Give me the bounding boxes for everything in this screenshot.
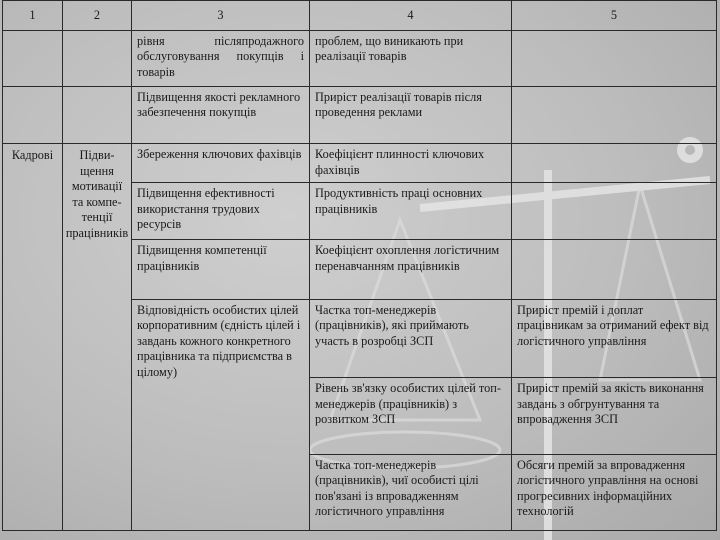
table-row (3, 86, 717, 144)
header-cell: 1 (3, 1, 63, 31)
goal-cell: Підвищення ефективності використання трудових ресурсів (132, 183, 310, 240)
empty-cell (63, 30, 132, 86)
goal-cell: рівня післяпродажного обслуговування покупців і товарів (132, 30, 310, 86)
area-cell: Кадрові (3, 144, 63, 531)
table-row (3, 144, 717, 183)
header-cell: 3 (132, 1, 310, 31)
indicator-cell: Коефіцієнт плинності ключових фахівців (310, 144, 512, 183)
header-cell: 4 (310, 1, 512, 31)
indicator-cell: проблем, що виникають при реалізації товарів (310, 30, 512, 86)
empty-cell (63, 86, 132, 144)
empty-cell (3, 30, 63, 86)
data-table (2, 0, 717, 531)
incentive-cell: Обсяги премій за впровадження логістичного управління на основі прогресивних інформаційних технологій (512, 454, 717, 530)
header-cell: 5 (512, 1, 717, 31)
table-row (3, 30, 717, 86)
incentive-cell: Приріст премій за якість виконання завдань з обгрунтування та впровадження ЗСП (512, 378, 717, 454)
goal-cell: Відповідність особистих цілей корпоративним (єдність цілей і завдань кожного конкретного працівника та підприємства в цілому) (132, 299, 310, 530)
indicator-cell: Коефіцієнт охоплення логістичним перенавчанням працівників (310, 240, 512, 300)
indicator-cell: Частка топ-менеджерів (працівників), які приймають участь в розробці ЗСП (310, 299, 512, 377)
incentive-cell (512, 240, 717, 300)
empty-cell (3, 86, 63, 144)
indicator-cell: Приріст реалізації товарів після проведення реклами (310, 86, 512, 144)
incentive-cell: Приріст премій і доплат працівникам за отриманий ефект від логістичного управління (512, 299, 717, 377)
indicator-cell: Частка топ-менеджерів (працівників), чиї особисті цілі пов'язані із впровадженням логістичного управління (310, 454, 512, 530)
goal-cell: Підвищення якості рекламного забезпечення покупців (132, 86, 310, 144)
goal-cell: Збереження ключових фахівців (132, 144, 310, 183)
incentive-cell (512, 183, 717, 240)
indicator-cell: Рівень зв'язку особистих цілей топ-менеджерів (працівників) з розвитком ЗСП (310, 378, 512, 454)
incentive-cell (512, 30, 717, 86)
incentive-cell (512, 144, 717, 183)
goal-cell: Підвищення компетенції працівників (132, 240, 310, 300)
table-header-row (3, 1, 717, 31)
group-goal-cell: Підвищення мотивації та компетенції працівників (63, 144, 132, 531)
header-cell: 2 (63, 1, 132, 31)
incentive-cell (512, 86, 717, 144)
indicator-cell: Продуктивність праці основних працівників (310, 183, 512, 240)
